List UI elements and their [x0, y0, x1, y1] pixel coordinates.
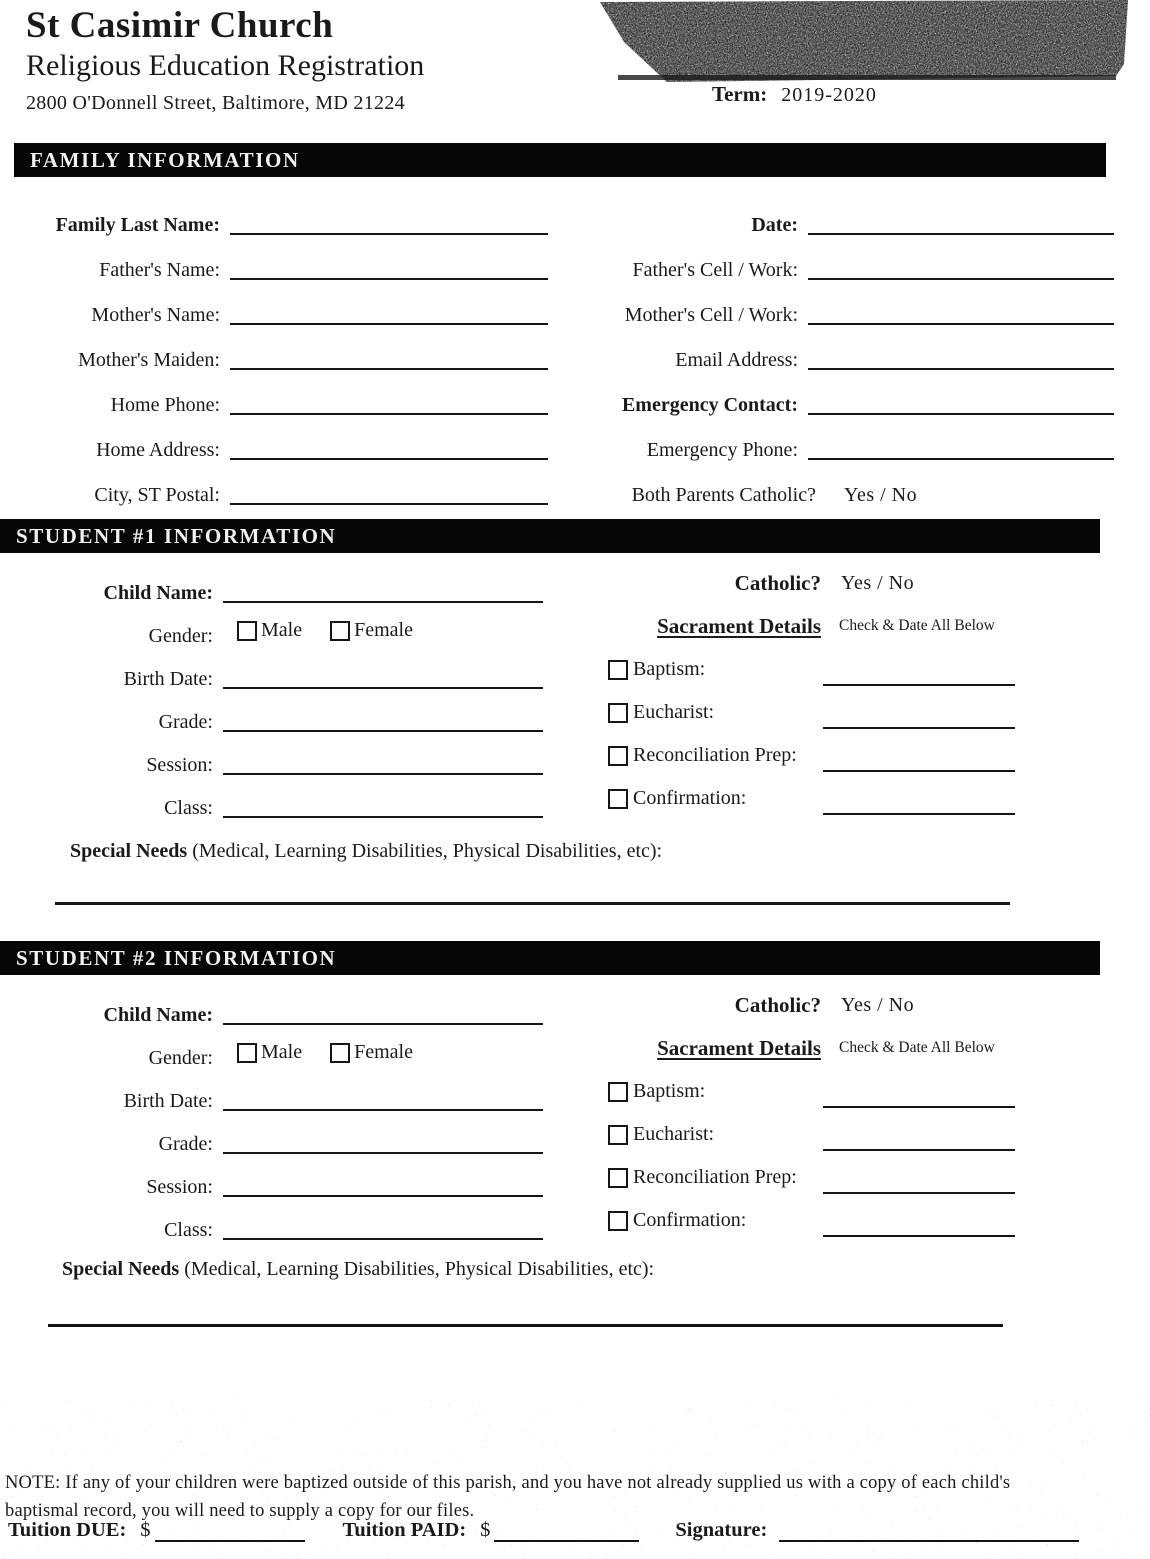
- student2-reconciliation-row: [578, 1156, 1026, 1199]
- date-row: [578, 192, 1114, 237]
- student2-special-needs-hint: (Medical, Learning Disabilities, Physical Disabilities, etc):: [184, 1258, 655, 1280]
- student1-baptism-row: [578, 648, 1026, 691]
- student2-confirmation-checkbox[interactable]: [608, 1211, 628, 1231]
- mother-cell-work-row: [578, 282, 1114, 327]
- family-left-column: [18, 192, 548, 507]
- city-st-postal-label: City, ST Postal:: [94, 484, 220, 506]
- student1-reconciliation-date-line[interactable]: [823, 750, 1015, 772]
- student2-baptism-label: Baptism:: [633, 1080, 706, 1102]
- student2-reconciliation-label: Reconciliation Prep:: [633, 1166, 797, 1188]
- student2-sacrament-details-title: Sacrament Details: [657, 1036, 821, 1060]
- student2-sacrament-header-row: [578, 1027, 1026, 1070]
- student1-session-row: [18, 734, 543, 777]
- student2-child-name-line[interactable]: [223, 999, 543, 1025]
- city-st-postal-line[interactable]: [230, 479, 548, 505]
- student2-male-checkbox[interactable]: [237, 1043, 257, 1063]
- emergency-phone-line[interactable]: [808, 434, 1114, 460]
- student1-right-column: [578, 562, 1026, 820]
- father-cell-work-row: [578, 237, 1114, 282]
- email-address-row: [578, 327, 1114, 372]
- student2-baptism-checkbox[interactable]: [608, 1082, 628, 1102]
- student1-section-header: STUDENT #1 INFORMATION: [0, 519, 1100, 553]
- home-address-label: Home Address:: [96, 439, 220, 461]
- student1-female-checkbox[interactable]: [330, 621, 350, 641]
- term-label: Term:: [712, 82, 768, 106]
- student2-birth-date-line[interactable]: [223, 1085, 543, 1111]
- family-right-column: [578, 192, 1114, 507]
- student2-confirmation-label: Confirmation:: [633, 1209, 747, 1231]
- mother-maiden-row: [18, 327, 548, 372]
- student1-birth-date-label: Birth Date:: [123, 668, 213, 690]
- student1-special-needs-line[interactable]: [55, 886, 1010, 905]
- student2-baptism-date-line[interactable]: [823, 1086, 1015, 1108]
- home-phone-line[interactable]: [230, 389, 548, 415]
- student2-birth-date-label: Birth Date:: [123, 1090, 213, 1112]
- student2-class-line[interactable]: [223, 1214, 543, 1240]
- home-address-line[interactable]: [230, 434, 548, 460]
- student1-male-label: Male: [261, 619, 303, 641]
- student1-gender-female-option: [330, 619, 413, 642]
- emergency-contact-row: [578, 372, 1114, 417]
- mother-name-row: [18, 282, 548, 327]
- mother-cell-work-label: Mother's Cell / Work:: [624, 304, 798, 326]
- form-subtitle: Religious Education Registration: [26, 49, 425, 82]
- student1-special-needs-row: [70, 840, 662, 863]
- student1-grade-line[interactable]: [223, 706, 543, 732]
- both-parents-catholic-row: [578, 462, 1114, 507]
- student1-class-line[interactable]: [223, 792, 543, 818]
- student2-eucharist-row: [578, 1113, 1026, 1156]
- student1-special-needs-label: Special Needs: [70, 840, 188, 862]
- student2-left-column: [18, 984, 543, 1242]
- tuition-due-label: Tuition DUE:: [8, 1519, 127, 1541]
- student1-gender-male-option: [237, 619, 302, 642]
- date-line[interactable]: [808, 209, 1114, 235]
- student1-session-label: Session:: [146, 754, 213, 776]
- emergency-contact-label: Emergency Contact:: [621, 394, 798, 416]
- tuition-paid-label: Tuition PAID:: [342, 1519, 467, 1541]
- student1-child-name-row: [18, 562, 543, 605]
- student2-gender-female-option: [330, 1041, 413, 1064]
- signature-label: Signature:: [675, 1519, 768, 1541]
- student2-birth-date-row: [18, 1070, 543, 1113]
- student1-sacrament-header-row: [578, 605, 1026, 648]
- tuition-due-currency: $: [140, 1519, 151, 1541]
- family-last-name-line[interactable]: [230, 209, 548, 235]
- mother-cell-work-line[interactable]: [808, 299, 1114, 325]
- both-parents-catholic-yes-no[interactable]: Yes / No: [844, 484, 918, 506]
- student1-session-line[interactable]: [223, 749, 543, 775]
- student1-confirmation-label: Confirmation:: [633, 787, 747, 809]
- student1-baptism-checkbox[interactable]: [608, 660, 628, 680]
- mother-name-line[interactable]: [230, 299, 548, 325]
- term-value: 2019-2020: [781, 84, 877, 106]
- student2-gender-male-option: [237, 1041, 302, 1064]
- church-address: 2800 O'Donnell Street, Baltimore, MD 21224: [26, 92, 405, 114]
- student1-birth-date-line[interactable]: [223, 663, 543, 689]
- student2-special-needs-label: Special Needs: [62, 1258, 180, 1280]
- student1-reconciliation-label: Reconciliation Prep:: [633, 744, 797, 766]
- student2-section-header: STUDENT #2 INFORMATION: [0, 941, 1100, 975]
- scan-smudge-artifact: [572, 0, 1128, 92]
- tuition-row: [8, 1518, 1108, 1542]
- student1-gender-row: [18, 605, 543, 648]
- student2-eucharist-label: Eucharist:: [633, 1123, 715, 1145]
- father-name-line[interactable]: [230, 254, 548, 280]
- father-cell-work-line[interactable]: [808, 254, 1114, 280]
- student2-reconciliation-checkbox[interactable]: [608, 1168, 628, 1188]
- student2-baptism-row: [578, 1070, 1026, 1113]
- student1-sacrament-details-title: Sacrament Details: [657, 614, 821, 638]
- student1-reconciliation-row: [578, 734, 1026, 777]
- church-title: St Casimir Church: [26, 5, 334, 46]
- mother-name-label: Mother's Name:: [91, 304, 220, 326]
- student2-female-checkbox[interactable]: [330, 1043, 350, 1063]
- student2-child-name-row: [18, 984, 543, 1027]
- family-last-name-label: Family Last Name:: [55, 214, 220, 236]
- student2-grade-line[interactable]: [223, 1128, 543, 1154]
- student1-reconciliation-checkbox[interactable]: [608, 746, 628, 766]
- student2-grade-row: [18, 1113, 543, 1156]
- student1-sacrament-note: Check & Date All Below: [839, 616, 995, 634]
- family-section-header: FAMILY INFORMATION: [14, 143, 1106, 177]
- student2-female-label: Female: [354, 1041, 413, 1063]
- emergency-contact-line[interactable]: [808, 389, 1114, 415]
- father-name-label: Father's Name:: [99, 259, 220, 281]
- home-phone-row: [18, 372, 548, 417]
- tuition-paid-line[interactable]: [494, 1518, 639, 1542]
- student2-grade-label: Grade:: [158, 1133, 213, 1155]
- student1-child-name-label: Child Name:: [103, 582, 213, 604]
- student2-class-label: Class:: [164, 1219, 213, 1241]
- both-parents-catholic-label: Both Parents Catholic?: [631, 484, 816, 506]
- student1-class-label: Class:: [164, 797, 213, 819]
- student2-eucharist-checkbox[interactable]: [608, 1125, 628, 1145]
- city-st-postal-row: [18, 462, 548, 507]
- student2-catholic-row: [578, 984, 1026, 1027]
- tuition-due-line[interactable]: [155, 1518, 305, 1542]
- student1-confirmation-date-line[interactable]: [823, 793, 1015, 815]
- student2-eucharist-date-line[interactable]: [823, 1129, 1015, 1151]
- home-address-row: [18, 417, 548, 462]
- student1-confirmation-row: [578, 777, 1026, 820]
- email-address-line[interactable]: [808, 344, 1114, 370]
- tuition-paid-currency: $: [480, 1519, 491, 1541]
- student1-eucharist-row: [578, 691, 1026, 734]
- student2-child-name-label: Child Name:: [103, 1004, 213, 1026]
- father-cell-work-label: Father's Cell / Work:: [632, 259, 798, 281]
- student1-special-needs-hint: (Medical, Learning Disabilities, Physical Disabilities, etc):: [192, 840, 663, 862]
- father-name-row: [18, 237, 548, 282]
- emergency-phone-row: [578, 417, 1114, 462]
- mother-maiden-line[interactable]: [230, 344, 548, 370]
- student1-left-column: [18, 562, 543, 820]
- student2-class-row: [18, 1199, 543, 1242]
- student2-gender-label: Gender:: [148, 1047, 213, 1069]
- signature-line[interactable]: [779, 1518, 1079, 1542]
- mother-maiden-label: Mother's Maiden:: [78, 349, 220, 371]
- student2-session-label: Session:: [146, 1176, 213, 1198]
- student1-class-row: [18, 777, 543, 820]
- student1-eucharist-checkbox[interactable]: [608, 703, 628, 723]
- student1-confirmation-checkbox[interactable]: [608, 789, 628, 809]
- baptism-note: NOTE: If any of your children were baptized outside of this parish, and you have not already supplied us with a copy of each child's baptismal record, you will need to supply a copy for our files.: [5, 1473, 1011, 1521]
- student1-birth-date-row: [18, 648, 543, 691]
- student2-right-column: [578, 984, 1026, 1242]
- student2-special-needs-line[interactable]: [48, 1308, 1003, 1327]
- student1-baptism-label: Baptism:: [633, 658, 706, 680]
- student2-catholic-label: Catholic?: [734, 993, 821, 1017]
- student2-gender-row: [18, 1027, 543, 1070]
- term-row: [712, 82, 877, 107]
- student1-male-checkbox[interactable]: [237, 621, 257, 641]
- date-label: Date:: [751, 214, 798, 236]
- student2-sacrament-note: Check & Date All Below: [839, 1038, 995, 1056]
- student1-child-name-line[interactable]: [223, 577, 543, 603]
- student1-female-label: Female: [354, 619, 413, 641]
- student1-baptism-date-line[interactable]: [823, 664, 1015, 686]
- family-last-name-row: [18, 192, 548, 237]
- student2-reconciliation-date-line[interactable]: [823, 1172, 1015, 1194]
- student2-session-row: [18, 1156, 543, 1199]
- student1-eucharist-date-line[interactable]: [823, 707, 1015, 729]
- student1-catholic-label: Catholic?: [734, 571, 821, 595]
- student2-session-line[interactable]: [223, 1171, 543, 1197]
- student1-gender-label: Gender:: [148, 625, 213, 647]
- student1-eucharist-label: Eucharist:: [633, 701, 715, 723]
- student1-grade-row: [18, 691, 543, 734]
- home-phone-label: Home Phone:: [110, 394, 220, 416]
- student2-special-needs-row: [62, 1258, 654, 1281]
- student2-male-label: Male: [261, 1041, 303, 1063]
- student1-catholic-row: [578, 562, 1026, 605]
- student2-catholic-yes-no[interactable]: Yes / No: [841, 994, 915, 1016]
- student1-grade-label: Grade:: [158, 711, 213, 733]
- emergency-phone-label: Emergency Phone:: [646, 439, 798, 461]
- student1-catholic-yes-no[interactable]: Yes / No: [841, 572, 915, 594]
- student2-confirmation-date-line[interactable]: [823, 1215, 1015, 1237]
- student2-confirmation-row: [578, 1199, 1026, 1242]
- email-address-label: Email Address:: [675, 349, 798, 371]
